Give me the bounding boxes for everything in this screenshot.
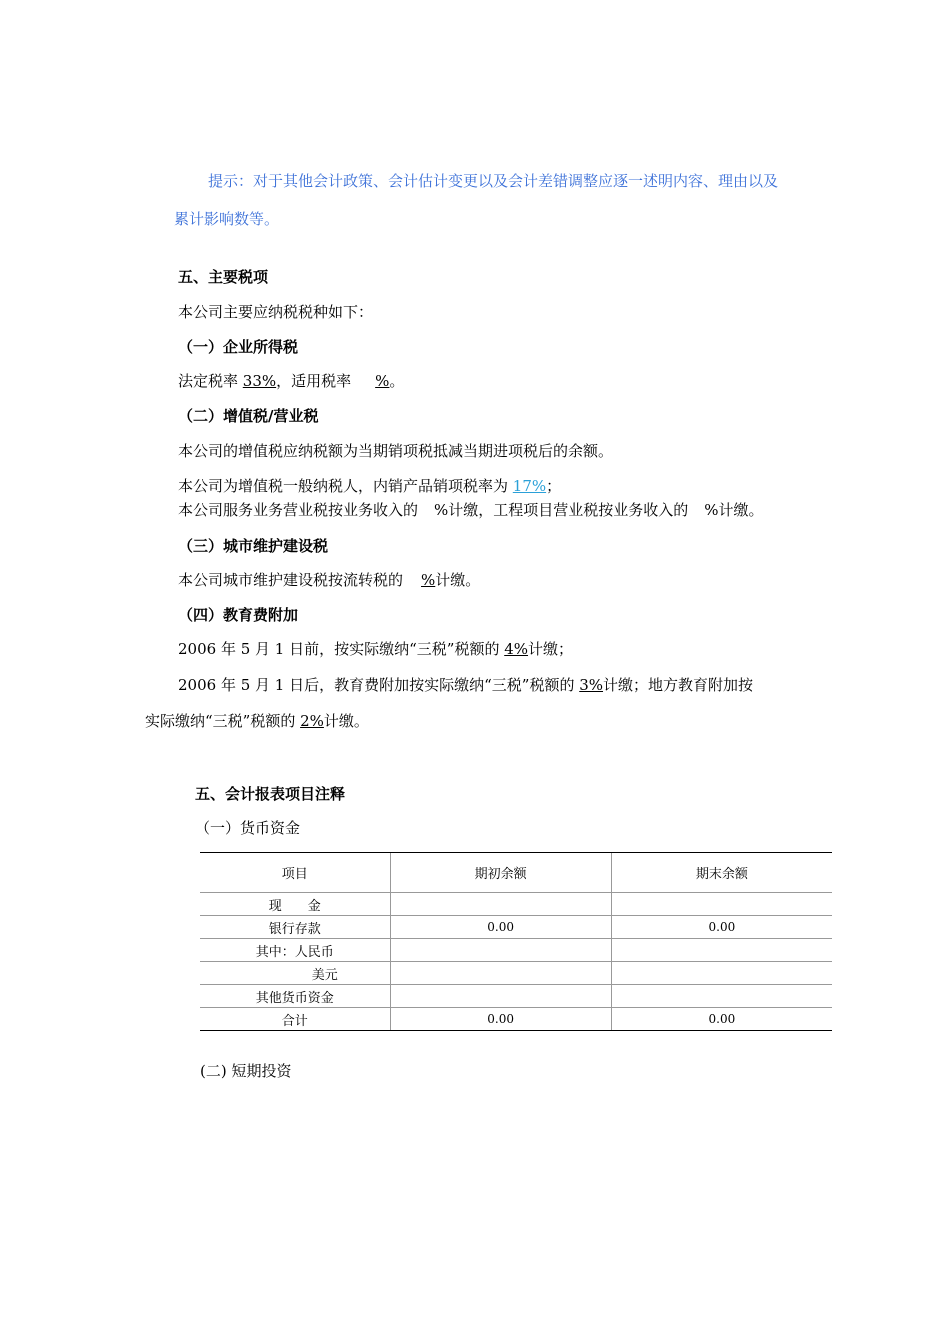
row-closing-value: 0.00 [611,1008,832,1031]
vat-line-3-text-a: 本公司服务业务营业税按业务收入的 [178,501,419,519]
vat-heading: （二）增值税/营业税 [178,407,319,425]
edu-line-3-end: 计缴。 [323,712,369,730]
edu-rate-before-value: 4% [504,640,529,658]
city-tax-text-a: 本公司城市维护建设税按流转税的 [178,571,404,589]
row-label: 银行存款 [200,916,390,939]
table-row [200,893,832,916]
income-tax-heading: （一）企业所得税 [178,338,299,356]
vat-line-3 [178,500,764,520]
vat-line-1: 本公司的增值税应纳税额为当期销项税抵减当期进项税后的余额。 [178,442,614,460]
city-tax-rate-value: % [421,571,436,589]
edu-line-3-text: 实际缴纳“三税”税额的 [145,712,301,730]
edu-line-3 [145,711,369,731]
row-closing-value [611,985,832,1008]
row-opening-value [390,985,611,1008]
city-tax-line [178,570,480,590]
vat-line-2 [178,476,561,496]
income-tax-text-1: 法定税率 [178,372,243,390]
edu-rate-after-value: 3% [579,676,604,694]
row-opening-value [390,893,611,916]
row-closing-value [611,962,832,985]
edu-line-2-text: 2006 年 5 月 1 日后，教育费附加按实际缴纳“三税”税额的 [178,676,580,694]
edu-line-1-text: 2006 年 5 月 1 日前，按实际缴纳“三税”税额的 [178,640,505,658]
tax-intro: 本公司主要应纳税税种如下： [178,303,374,321]
row-opening-value: 0.00 [390,1008,611,1031]
city-tax-heading: （三）城市维护建设税 [178,537,329,555]
vat-line-2-text: 本公司为增值税一般纳税人，内销产品销项税率为 [178,477,513,495]
row-opening-value: 0.00 [390,916,611,939]
header-item: 项目 [200,853,390,893]
table-row [200,962,832,985]
income-tax-text-3: 。 [389,372,405,390]
income-tax-text-2: ，适用税率 [276,372,352,390]
row-closing-value [611,893,832,916]
vat-rate-link[interactable]: 17% [512,477,547,495]
row-closing-value: 0.00 [611,916,832,939]
local-edu-rate-value: 2% [300,712,324,730]
table-row [200,916,832,939]
tax-section-heading: 五、主要税项 [178,268,269,286]
edu-line-1 [178,639,573,659]
header-opening-balance: 期初余额 [390,853,611,893]
table-row [200,985,832,1008]
row-opening-value [390,962,611,985]
hint-line-1: 提示：对于其他会计政策、会计估计变更以及会计差错调整应逐一述明内容、理由以及 [208,172,779,190]
hint-line-2: 累计影响数等。 [174,210,280,228]
short-term-investment-heading: (二) 短期投资 [200,1062,292,1080]
vat-line-2-end: ； [546,477,562,495]
applicable-rate-value: % [375,372,390,390]
row-label: 现 金 [200,893,390,916]
statutory-rate-value: 33% [242,372,277,390]
cash-table [200,852,832,1031]
table-row-total [200,1008,832,1031]
row-closing-value [611,939,832,962]
edu-line-2-end: 计缴；地方教育附加按 [603,676,754,694]
edu-line-1-end: 计缴； [528,640,574,658]
vat-line-3-text-b: %计缴，工程项目营业税按业务收入的 [434,501,689,519]
edu-line-2 [178,675,753,695]
edu-heading: （四）教育费附加 [178,606,299,624]
row-label: 合计 [200,1008,390,1031]
income-tax-rate-line [178,371,404,391]
cash-heading: （一）货币资金 [195,819,301,837]
row-label: 美元 [200,962,390,985]
table-header-row [200,853,832,893]
notes-section-heading: 五、会计报表项目注释 [195,785,346,803]
vat-line-3-text-c: %计缴。 [704,501,764,519]
header-closing-balance: 期末余额 [611,853,832,893]
row-label: 其中：人民币 [200,939,390,962]
row-label: 其他货币资金 [200,985,390,1008]
table-row [200,939,832,962]
city-tax-text-b: 计缴。 [435,571,481,589]
row-opening-value [390,939,611,962]
